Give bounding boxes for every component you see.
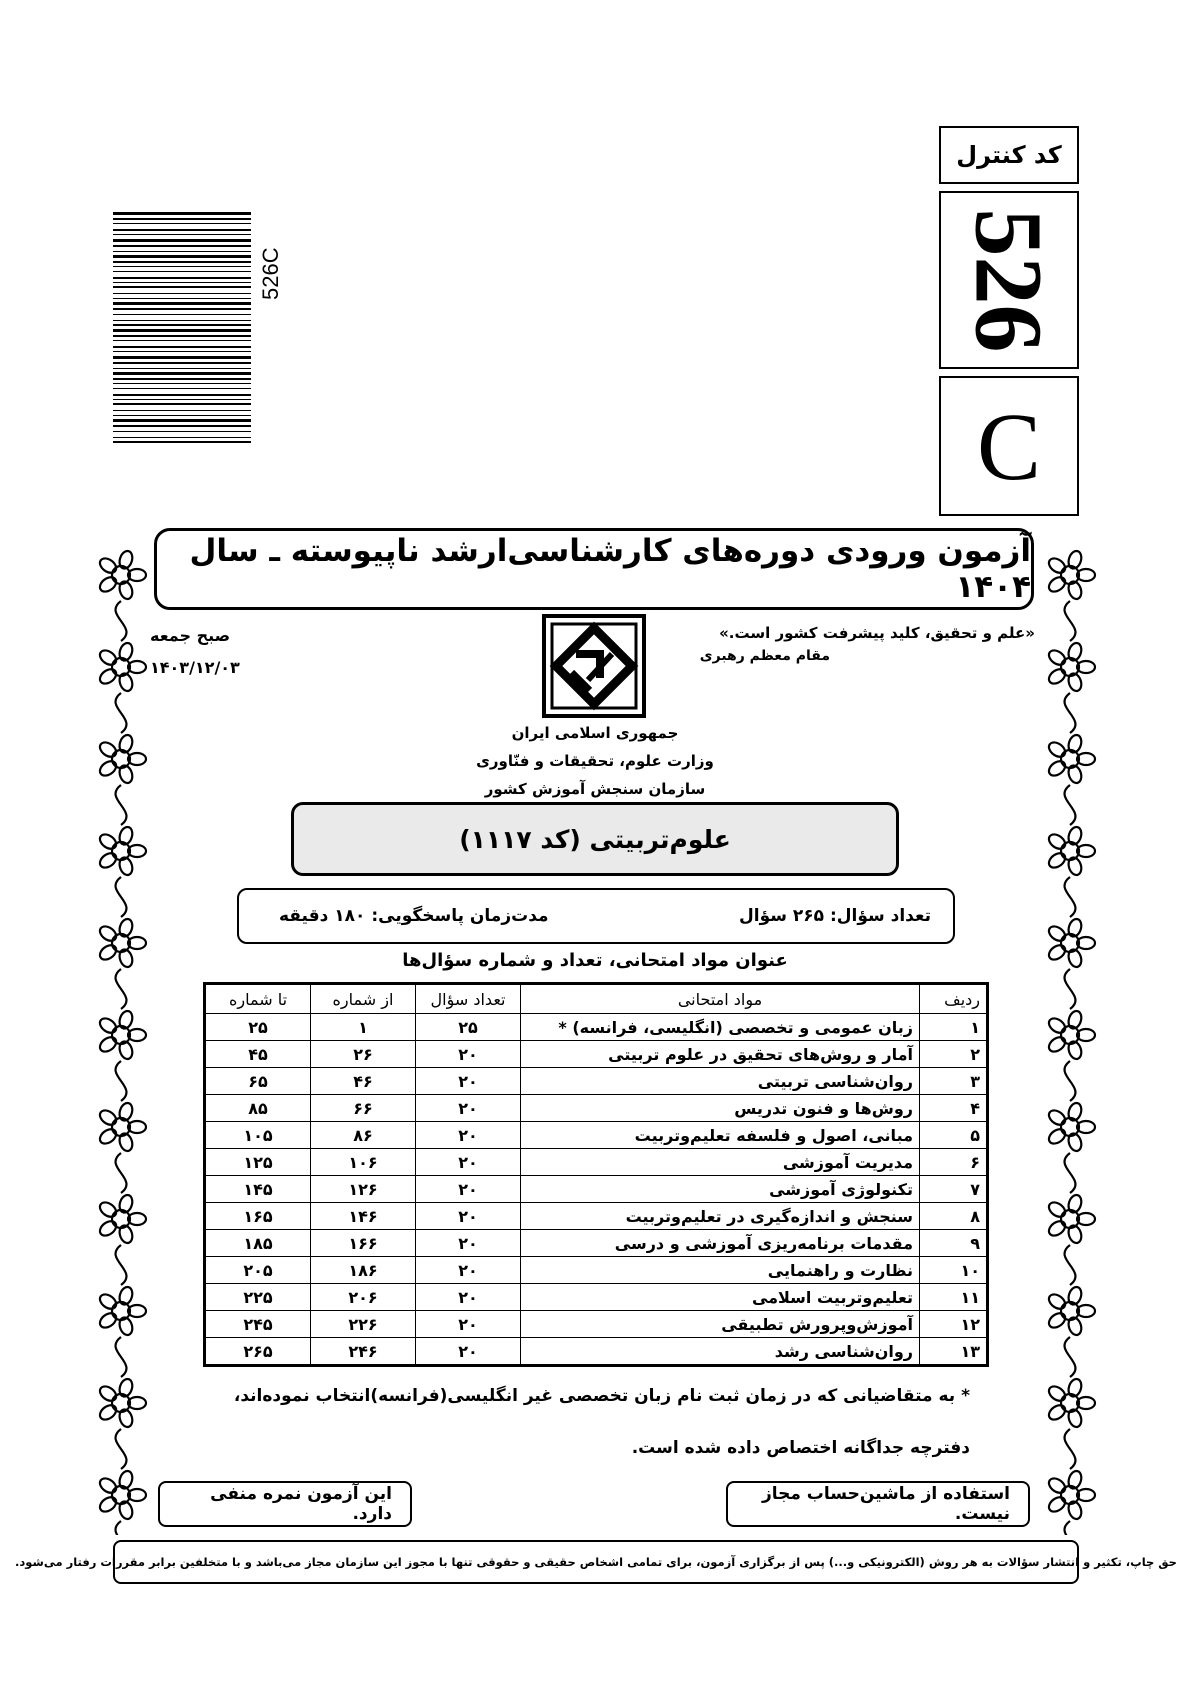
cell-to: ۱۸۵ <box>205 1230 311 1257</box>
cell-count: ۲۰ <box>416 1041 521 1068</box>
exam-duration: مدت‌زمان پاسخگویی: ۱۸۰ دقیقه <box>279 906 549 926</box>
cell-row-number: ۱۰ <box>920 1257 988 1284</box>
table-row <box>205 1230 988 1257</box>
cell-subject: مدیریت آموزشی <box>521 1149 920 1176</box>
table-row <box>205 1338 988 1366</box>
cell-count: ۲۰ <box>416 1176 521 1203</box>
barcode-text: 526C <box>258 247 283 300</box>
subject-title: علوم‌تربیتی (کد ۱۱۱۷) <box>291 802 899 876</box>
table-row <box>205 1284 988 1311</box>
table-header-row <box>205 984 988 1014</box>
header-subject: مواد امتحانی <box>521 984 920 1014</box>
cell-row-number: ۹ <box>920 1230 988 1257</box>
header-from: از شماره <box>311 984 416 1014</box>
floral-border-right <box>1041 530 1099 1535</box>
quote-text: «علم و تحقیق، کلید پیشرفت کشور است.» <box>719 624 1035 642</box>
cell-subject: مبانی، اصول و فلسفه تعلیم‌وتربیت <box>521 1122 920 1149</box>
cell-subject: سنجش و اندازه‌گیری در تعلیم‌وتربیت <box>521 1203 920 1230</box>
cell-row-number: ۴ <box>920 1095 988 1122</box>
cell-count: ۲۰ <box>416 1203 521 1230</box>
cell-from: ۲۰۶ <box>311 1284 416 1311</box>
barcode-image <box>113 212 251 446</box>
session-date: ۱۴۰۳/۱۲/۰۳ <box>150 658 240 677</box>
cell-row-number: ۵ <box>920 1122 988 1149</box>
cell-count: ۲۰ <box>416 1257 521 1284</box>
cell-to: ۲۲۵ <box>205 1284 311 1311</box>
cell-count: ۲۰ <box>416 1230 521 1257</box>
table-row <box>205 1149 988 1176</box>
cell-to: ۱۰۵ <box>205 1122 311 1149</box>
cell-to: ۲۵ <box>205 1014 311 1041</box>
footnote: * به متقاضیانی که در زمان ثبت نام زبان تخصصی غیر انگلیسی(فرانسه)انتخاب نموده‌اند، دفترچه جداگانه اختصاص داده شده است. <box>233 1386 970 1458</box>
control-code-label: کد کنترل <box>939 126 1079 184</box>
cell-to: ۱۴۵ <box>205 1176 311 1203</box>
cell-count: ۲۰ <box>416 1284 521 1311</box>
control-number: 526 <box>955 208 1063 352</box>
cell-row-number: ۱ <box>920 1014 988 1041</box>
cell-from: ۲۶ <box>311 1041 416 1068</box>
calculator-rule: استفاده از ماشین‌حساب مجاز نیست. <box>726 1481 1030 1527</box>
control-letter-box <box>939 376 1079 516</box>
cell-from: ۱۸۶ <box>311 1257 416 1284</box>
question-count: تعداد سؤال: ۲۶۵ سؤال <box>739 906 931 926</box>
cell-to: ۱۲۵ <box>205 1149 311 1176</box>
cell-to: ۱۶۵ <box>205 1203 311 1230</box>
cell-subject: تکنولوژی آموزشی <box>521 1176 920 1203</box>
cell-count: ۲۰ <box>416 1122 521 1149</box>
org-republic: جمهوری اسلامی ایران <box>511 724 679 742</box>
cell-from: ۴۶ <box>311 1068 416 1095</box>
cell-row-number: ۲ <box>920 1041 988 1068</box>
cell-count: ۲۰ <box>416 1149 521 1176</box>
subjects-table <box>203 982 989 1367</box>
cell-subject: روان‌شناسی رشد <box>521 1338 920 1366</box>
cell-count: ۲۰ <box>416 1068 521 1095</box>
header-row-number: ردیف <box>920 984 988 1014</box>
org-ministry: وزارت علوم، تحقیقات و فنّاوری <box>476 752 714 770</box>
quote-author: مقام معظم رهبری <box>699 648 830 664</box>
cell-row-number: ۱۱ <box>920 1284 988 1311</box>
table-row <box>205 1122 988 1149</box>
cell-from: ۱۴۶ <box>311 1203 416 1230</box>
cell-to: ۸۵ <box>205 1095 311 1122</box>
table-row <box>205 1068 988 1095</box>
cell-from: ۱ <box>311 1014 416 1041</box>
negative-mark-rule: این آزمون نمره منفی دارد. <box>158 1481 412 1527</box>
table-row <box>205 1203 988 1230</box>
exam-info-box <box>237 888 955 944</box>
cell-from: ۲۴۶ <box>311 1338 416 1366</box>
table-row <box>205 1095 988 1122</box>
cell-from: ۶۶ <box>311 1095 416 1122</box>
header-to: تا شماره <box>205 984 311 1014</box>
session-day: صبح جمعه <box>150 626 231 645</box>
cell-subject: روان‌شناسی تربیتی <box>521 1068 920 1095</box>
table-row <box>205 1014 988 1041</box>
cell-row-number: ۷ <box>920 1176 988 1203</box>
cell-from: ۱۶۶ <box>311 1230 416 1257</box>
cell-count: ۲۰ <box>416 1311 521 1338</box>
header-count: تعداد سؤال <box>416 984 521 1014</box>
cell-from: ۲۲۶ <box>311 1311 416 1338</box>
cell-to: ۲۰۵ <box>205 1257 311 1284</box>
cell-to: ۲۴۵ <box>205 1311 311 1338</box>
cell-count: ۲۰ <box>416 1095 521 1122</box>
cell-count: ۲۰ <box>416 1338 521 1366</box>
cell-subject: مقدمات برنامه‌ریزی آموزشی و درسی <box>521 1230 920 1257</box>
exam-title: آزمون ورودی دوره‌های کارشناسی‌ارشد ناپیوسته ـ سال ۱۴۰۴ <box>154 528 1034 610</box>
table-row <box>205 1311 988 1338</box>
cell-row-number: ۳ <box>920 1068 988 1095</box>
cell-count: ۲۵ <box>416 1014 521 1041</box>
cell-to: ۲۶۵ <box>205 1338 311 1366</box>
copyright-notice: حق چاپ، تکثیر و انتشار سؤالات به هر روش (الکترونیکی و...) پس از برگزاری آزمون، برای تمامی اشخاص حقیقی و حقوقی تنها با مجوز این سازمان مجاز می‌باشد و با متخلفین برابر مقررات رفتار می‌شود. <box>113 1540 1079 1584</box>
table-row <box>205 1257 988 1284</box>
cell-subject: آمار و روش‌های تحقیق در علوم تربیتی <box>521 1041 920 1068</box>
cell-row-number: ۱۳ <box>920 1338 988 1366</box>
cell-subject: روش‌ها و فنون تدریس <box>521 1095 920 1122</box>
cell-to: ۶۵ <box>205 1068 311 1095</box>
table-heading: عنوان مواد امتحانی، تعداد و شماره سؤال‌ها <box>402 950 788 971</box>
cell-from: ۱۲۶ <box>311 1176 416 1203</box>
control-letter: C <box>976 392 1042 500</box>
cell-from: ۸۶ <box>311 1122 416 1149</box>
table-row <box>205 1041 988 1068</box>
sanjesh-logo <box>542 614 646 718</box>
floral-border-left <box>92 530 150 1535</box>
org-sanjesh: سازمان سنجش آموزش کشور <box>484 780 706 798</box>
cell-subject: نظارت و راهنمایی <box>521 1257 920 1284</box>
cell-to: ۴۵ <box>205 1041 311 1068</box>
cell-subject: آموزش‌وپرورش تطبیقی <box>521 1311 920 1338</box>
cell-row-number: ۱۲ <box>920 1311 988 1338</box>
cell-row-number: ۶ <box>920 1149 988 1176</box>
cell-row-number: ۸ <box>920 1203 988 1230</box>
cell-subject: تعلیم‌وتربیت اسلامی <box>521 1284 920 1311</box>
table-body <box>205 1014 988 1366</box>
cell-from: ۱۰۶ <box>311 1149 416 1176</box>
control-number-box <box>939 191 1079 369</box>
table-row <box>205 1176 988 1203</box>
cell-subject: زبان عمومی و تخصصی (انگلیسی، فرانسه) * <box>521 1014 920 1041</box>
